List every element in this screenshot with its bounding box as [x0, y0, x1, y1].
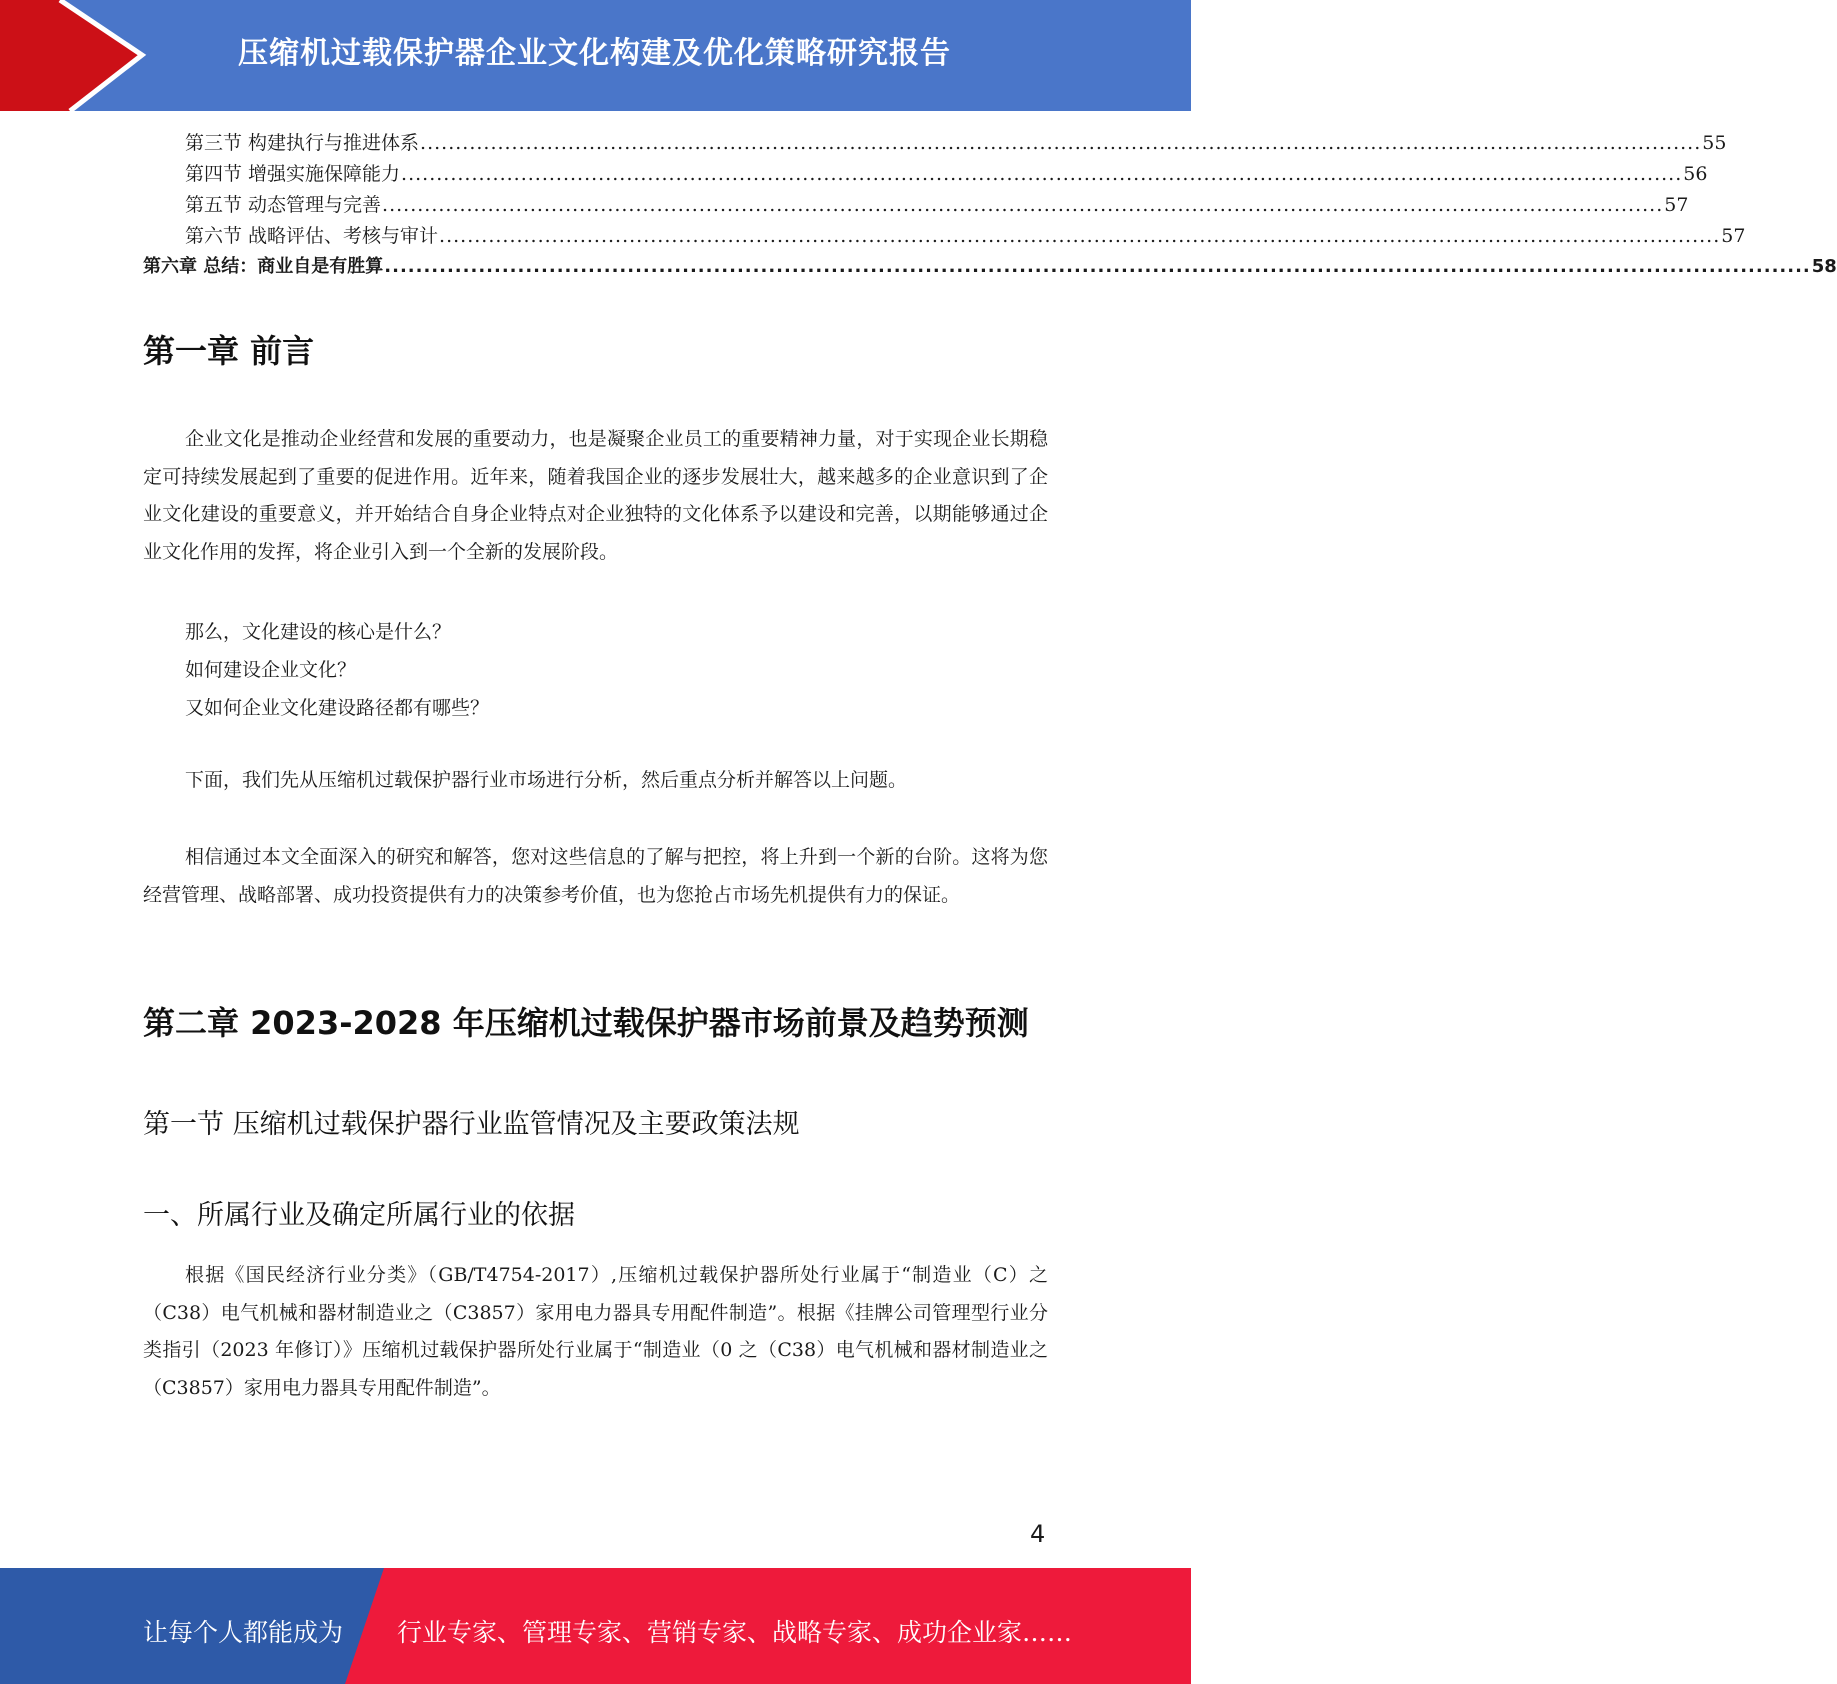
footer-slogan-right: 行业专家、管理专家、营销专家、战略专家、成功企业家…… [397, 1618, 1073, 1647]
chapter-heading: 第一章 前言 [143, 332, 315, 370]
toc-entry-page: 57 [1664, 194, 1689, 216]
toc-entry-page: 55 [1702, 132, 1727, 154]
toc-entry-title: 第三节 构建执行与推进体系 [185, 132, 420, 154]
report-title: 压缩机过载保护器企业文化构建及优化策略研究报告 [238, 36, 951, 71]
toc-entry-page: 56 [1683, 163, 1708, 185]
toc-entry-page: 58 [1811, 256, 1837, 277]
chapter-heading: 第二章 2023-2028 年压缩机过载保护器市场前景及趋势预测 [143, 1004, 1029, 1042]
subsection-heading: 一、所属行业及确定所属行业的依据 [143, 1200, 575, 1231]
section-heading: 第一节 压缩机过载保护器行业监管情况及主要政策法规 [143, 1109, 800, 1140]
toc-entry[interactable] [143, 128, 1727, 159]
body-paragraph: 企业文化是推动企业经营和发展的重要动力，也是凝聚企业员工的重要精神力量，对于实现企业长期稳定可持续发展起到了重要的促进作用。近年来，随着我国企业的逐步发展壮大，越来越多的企业意识到了企业文化建设的重要意义，并开始结合自身企业特点对企业独特的文化体系予以建设和完善，以期能够通过企业文化作用的发挥，将企业引入到一个全新的发展阶段。 [143, 428, 1048, 563]
page-header [0, 0, 1191, 111]
toc-entry-title: 第五节 动态管理与完善 [185, 194, 382, 216]
footer-slogan-left: 让每个人都能成为 [143, 1618, 344, 1647]
toc-entry[interactable] [143, 221, 1746, 252]
toc-leader-dots: ...................................................................................................................................................................................... [382, 194, 1664, 216]
body-paragraph: 根据《国民经济行业分类》（GB/T4754-2017）,压缩机过载保护器所处行业属于“制造业（C）之（C38）电气机械和器材制造业之（C3857）家用电力器具专用配件制造”。根据《挂牌公司管理型行业分类指引（2023 年修订）》压缩机过载保护器所处行业属于“制造业（0 之（C38）电气机械和器材制造业之（C3857）家用电力器具专用配件制造”。 [143, 1264, 1048, 1399]
toc-entry-title: 第六节 战略评估、考核与审计 [185, 225, 439, 247]
body-paragraph: 相信通过本文全面深入的研究和解答，您对这些信息的了解与把控，将上升到一个新的台阶。这将为您经营管理、战略部署、成功投资提供有力的决策参考价值，也为您抢占市场先机提供有力的保证。 [143, 846, 1048, 906]
toc-entry[interactable] [143, 190, 1689, 221]
toc-leader-dots: ...................................................................................................................................................................................... [384, 256, 1811, 277]
body-paragraph: 下面，我们先从压缩机过载保护器行业市场进行分析，然后重点分析并解答以上问题。 [185, 769, 908, 791]
toc-entry[interactable] [143, 159, 1708, 190]
toc-entry-title: 第六章 总结：商业自是有胜算 [143, 256, 384, 277]
header-red-arrow-decoration [0, 0, 150, 111]
toc-entry-title: 第四节 增强实施保障能力 [185, 163, 401, 185]
question-line: 那么，文化建设的核心是什么？ [185, 621, 452, 643]
toc-chapter-entry[interactable] [143, 252, 1837, 283]
toc-entry-page: 57 [1721, 225, 1746, 247]
question-line: 又如何企业文化建设路径都有哪些？ [185, 697, 490, 719]
toc-leader-dots: ...................................................................................................................................................................................... [439, 225, 1721, 247]
toc-leader-dots: ...................................................................................................................................................................................... [420, 132, 1702, 154]
page-footer [0, 1568, 1191, 1684]
toc-leader-dots: ...................................................................................................................................................................................... [401, 163, 1683, 185]
page-number: 4 [1030, 1520, 1046, 1548]
question-line: 如何建设企业文化？ [185, 659, 357, 681]
table-of-contents [143, 128, 1837, 283]
